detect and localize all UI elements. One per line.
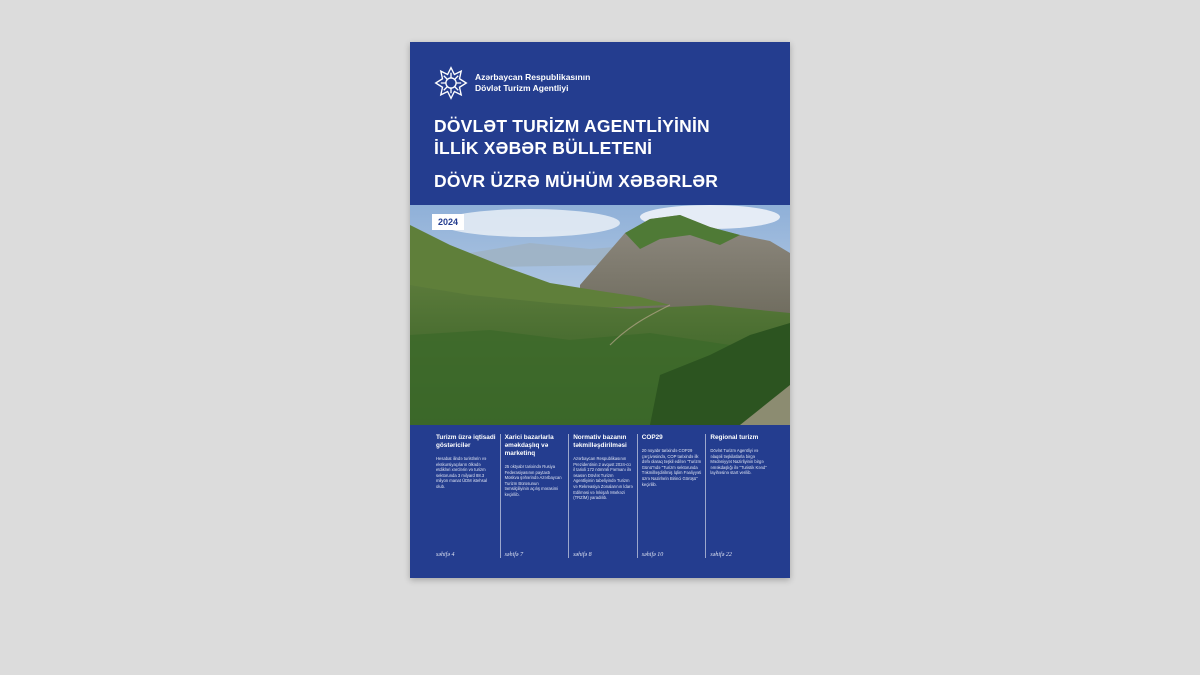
column-text: Hesabat ilində turistlərin və ekskursiyaçıların ölkədə etdikləri xərclərin və turizm sektorunda 3 milyard 88.3 milyon manat ÜDM istehsal olub. [436,456,487,489]
organization-name [475,72,590,94]
highlight-column [500,434,569,558]
highlight-column [568,434,637,558]
column-page-ref: səhifə 7 [504,552,524,558]
bulletin-cover [410,42,790,578]
organization-line-1: Azərbaycan Respublikasının [475,72,591,82]
highlights-columns [434,434,774,558]
column-title: COP29 [641,434,663,441]
column-page-ref: səhifə 4 [436,552,455,558]
column-title: Turizm üzrə iqtisadi göstəricilər [436,434,496,449]
column-title: Xarici bazarlarla əməkdaşlıq və marketinq [504,434,554,457]
column-text: Azərbaycan Respublikasının Prezidentinin 2 avqust 2024-cü il tarixli 172 nömrəli Fərmanı ilə əsasən Dövlət Turizm Agentliyinin tabeliyində Turizm və Rekreasiya Zonalarının İdarə Edilməsi və İnkişafı Mərkəzi (TRZİM) yaradılıb. [573,456,633,501]
organization-line-2: Dövlət Turizm Agentliyi [475,83,569,93]
mountain-landscape-photo [410,205,790,425]
bulletin-subtitle: DÖVR ÜZRƏ MÜHÜM XƏBƏRLƏR [434,171,719,191]
column-text: Dövlət Turizm Agentliyi və əlaqəli təşkilatlarla birgə Mədəniyyət Nazirliyinin birgə əməkdaşlığı ilə "Turistik Kənd" layihəsinə start verilib. [710,448,767,476]
year-badge: 2024 [432,214,464,230]
column-page-ref: səhifə 8 [573,552,592,558]
column-title: Regional turizm [710,434,759,441]
column-text: 25 oktyabr tarixində Rusiya Federasiyasının paytaxtı Moskva şəhərində Azərbaycan Turizm Bürosunun təmsilçiliyinin açılış mərasimi keçirilib. [504,464,562,497]
highlight-column [705,434,774,558]
star-ornament-icon [434,66,468,100]
column-page-ref: səhifə 22 [710,552,732,558]
bulletin-title [434,115,774,159]
title-line-1: DÖVLƏT TURİZM AGENTLİYİNİN [434,116,710,136]
highlight-column [434,434,500,558]
column-page-ref: səhifə 10 [641,552,664,558]
column-text: 20 noyabr tarixində COP29 çərçivəsində, COP tarixində ilk dəfə olaraq təşkil edilən "Turizm Günü"ndə "Turizm sektorunda Təkmilləşdirilmiş İqlim Fəaliyyəti üzrə Nazirlərin Birinci Görüşü" keçirilib. [641,448,702,487]
highlight-column [637,434,706,558]
title-line-2: İLLİK XƏBƏR BÜLLETENİ [434,138,653,158]
column-title: Normativ bazanın təkmilləşdirilməsi [573,434,627,449]
